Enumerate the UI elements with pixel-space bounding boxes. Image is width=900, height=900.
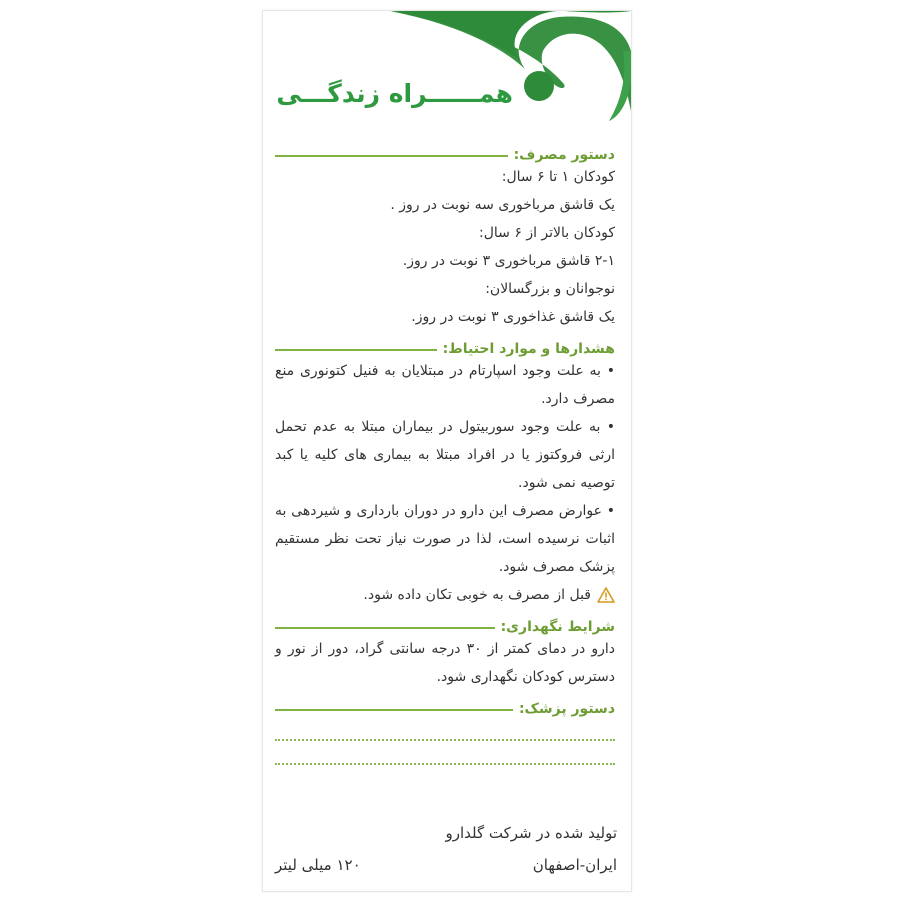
prescription-title: دستور پزشک: <box>518 701 615 717</box>
section-divider <box>275 627 495 629</box>
storage-title: شرایط نگهداری: <box>500 619 615 635</box>
usage-line: یک قاشق مرباخوری سه نوبت در روز . <box>390 197 615 213</box>
storage-section-header <box>275 609 615 635</box>
bullet-icon: • <box>601 503 615 519</box>
usage-line: نوجوانان و بزرگسالان: <box>485 281 615 297</box>
shake-note <box>275 581 615 609</box>
brand-title: همــــــراه زندگـــی <box>276 79 513 108</box>
warning-item: • عوارض مصرف این دارو در دوران بارداری و شیردهی به اثبات نرسیده است، لذا در صورت نیاز تحت نظر مستقیم پزشک مصرف شود. <box>275 503 615 575</box>
prescription-section-header <box>275 691 615 717</box>
usage-line: کودکان ۱ تا ۶ سال: <box>501 169 615 185</box>
bullet-icon: • <box>600 363 615 379</box>
volume-text: ۱۲۰ میلی لیتر <box>275 856 361 874</box>
usage-title: دستور مصرف: <box>513 147 615 163</box>
warnings-title: هشدارها و موارد احتیاط: <box>442 341 615 357</box>
warnings-section-header <box>275 331 615 357</box>
prescription-dotted-line <box>275 763 615 765</box>
warning-item: • به علت وجود سوربیتول در بیماران مبتلا به عدم تحمل ارثی فروکتوز یا در افراد مبتلا به بیماری های کلیه یا کبد توصیه نمی شود. <box>275 419 615 491</box>
usage-line: یک قاشق غذاخوری ۳ نوبت در روز. <box>411 309 615 325</box>
shake-note-text: قبل از مصرف به خوبی تکان داده شود. <box>363 587 591 603</box>
package-panel <box>262 10 632 892</box>
prescription-dotted-line <box>275 739 615 741</box>
warning-item: • به علت وجود اسپارتام در مبتلایان به فنیل کتونوری منع مصرف دارد. <box>275 363 615 407</box>
usage-line: ۲-۱ قاشق مرباخوری ۳ نوبت در روز. <box>402 253 615 269</box>
usage-section-header <box>275 137 615 163</box>
manufacturer-text: تولید شده در شرکت گلدارو <box>445 824 617 842</box>
leaflet-content <box>275 137 615 765</box>
usage-line: کودکان بالاتر از ۶ سال: <box>479 225 615 241</box>
bullet-icon: • <box>600 419 615 435</box>
section-divider <box>275 349 437 351</box>
location-text: ایران-اصفهان <box>532 856 617 874</box>
warning-triangle-icon <box>597 587 615 603</box>
section-divider <box>275 155 508 157</box>
section-divider <box>275 709 513 711</box>
footer <box>275 817 617 881</box>
storage-text: دارو در دمای کمتر از ۳۰ درجه سانتی گراد، دور از نور و دسترس کودکان نگهداری شود. <box>275 641 615 685</box>
brand-swoosh-graphic <box>263 11 631 131</box>
